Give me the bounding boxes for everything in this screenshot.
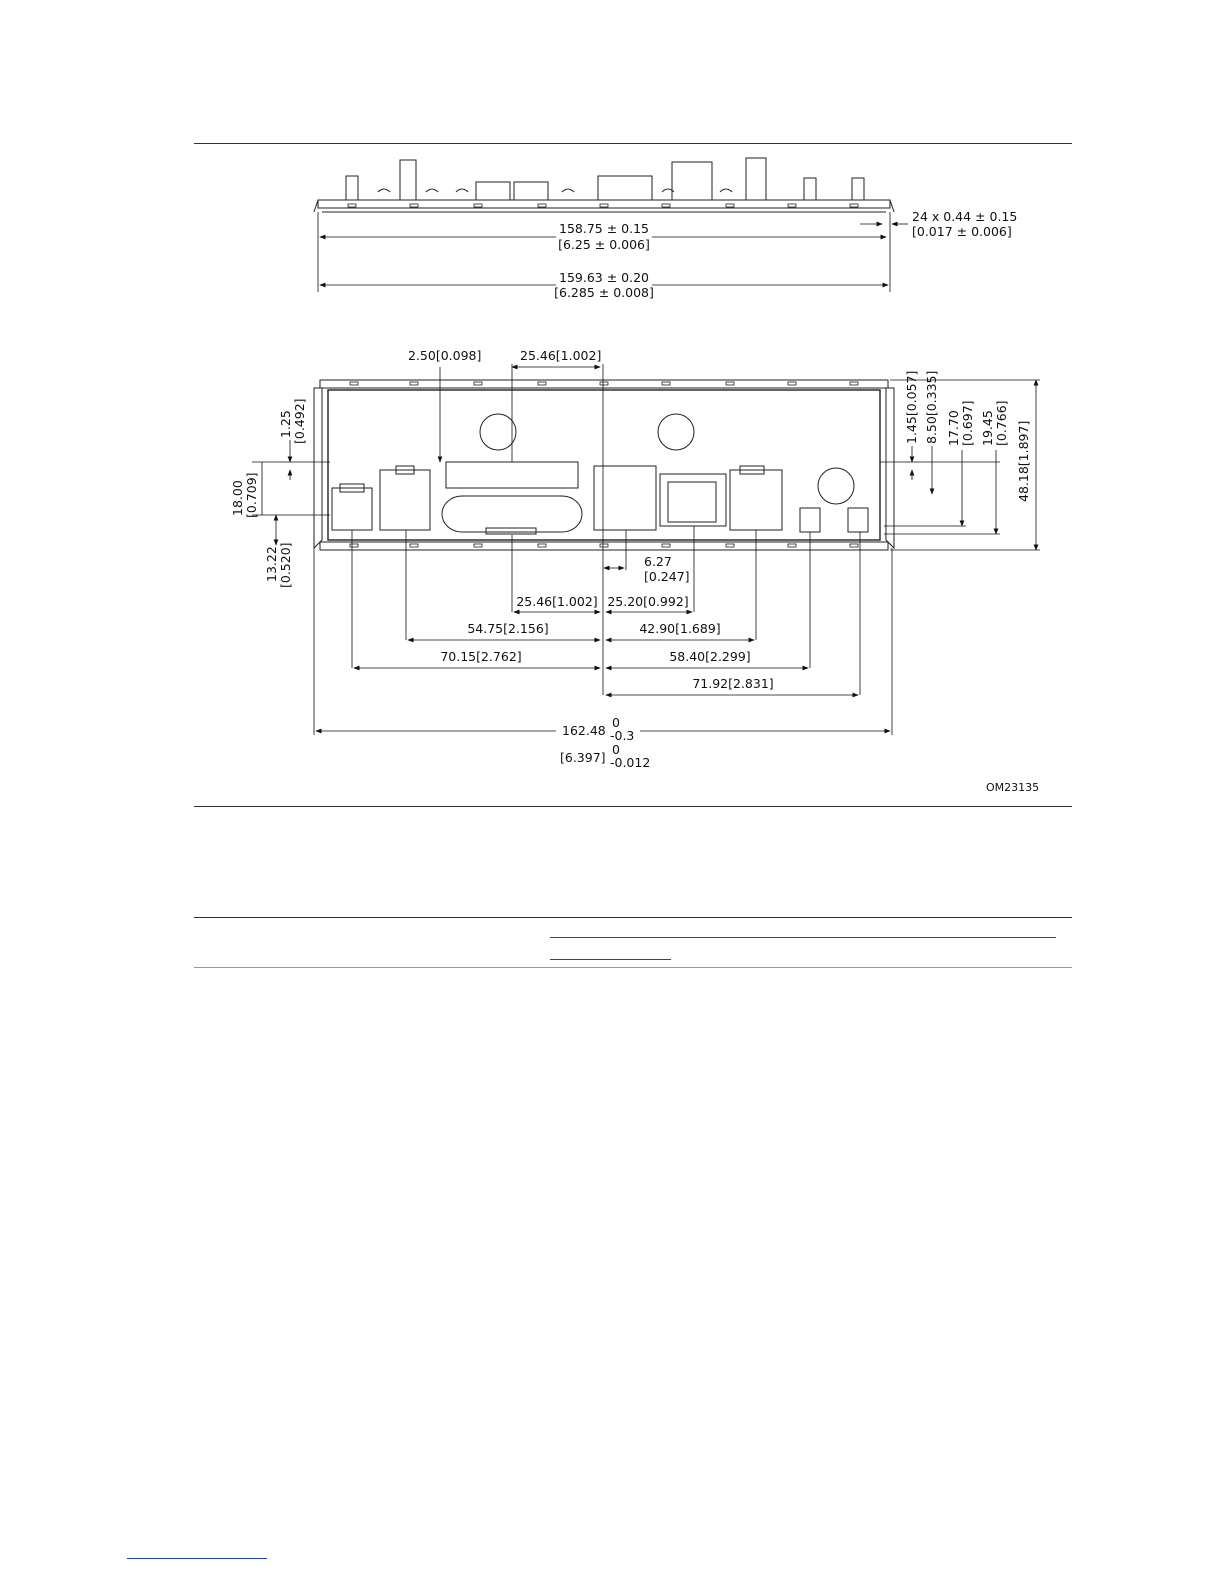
dim-70-15: 70.15[2.762] [440, 649, 522, 664]
cutout-usb-stack-3 [730, 470, 782, 530]
dim-6-27-inch: [0.247] [644, 569, 690, 584]
dim-overall-inch: [6.397] [560, 750, 606, 765]
front-hole-right [818, 468, 854, 504]
dim-48-18: 48.18[1.897] [1016, 420, 1031, 502]
cutout-serial [442, 496, 582, 532]
dim-top-25-46: 25.46[1.002] [520, 348, 602, 363]
front-left-bend [314, 388, 322, 548]
dim-1-25: 1.25 [278, 410, 293, 438]
dim-thickness: 24 x 0.44 ± 0.15 [912, 209, 1018, 224]
dim-overall-mm-upper: 0 [612, 715, 620, 730]
dim-42-90: 42.90[1.689] [639, 621, 721, 636]
dim-18-00: 18.00 [230, 480, 245, 516]
dim-17-70-inch: [0.697] [960, 400, 975, 446]
dim-19-45-inch: [0.766] [994, 400, 1009, 446]
dim-overall-mm-lower: -0.3 [610, 728, 635, 743]
top-plate-right-bend [890, 200, 894, 212]
front-hole-middle [658, 414, 694, 450]
dim-1-25-inch: [0.492] [292, 398, 307, 444]
front-view [314, 380, 894, 550]
dim-71-92: 71.92[2.831] [692, 676, 774, 691]
front-top-flange [320, 380, 888, 388]
dim-2-50: 2.50[0.098] [408, 348, 482, 363]
dim-inner-width: 158.75 ± 0.15 [559, 221, 649, 236]
dim-25-46-bottom: 25.46[1.002] [516, 594, 598, 609]
dim-54-75: 54.75[2.156] [467, 621, 549, 636]
dim-overall-mm: 162.48 [562, 723, 606, 738]
dim-13-22: 13.22 [264, 546, 279, 582]
dim-outer-width: 159.63 ± 0.20 [559, 270, 649, 285]
front-right-bend [886, 388, 894, 548]
dim-18-00-inch: [0.709] [244, 472, 259, 518]
dim-8-50: 8.50[0.335] [924, 370, 939, 444]
dim-overall-inch-upper: 0 [612, 742, 620, 757]
front-bottom-flange [320, 542, 888, 550]
dim-19-45: 19.45 [980, 410, 995, 446]
cutout-audio-2 [848, 508, 868, 532]
front-view-dimension-text [230, 348, 1039, 794]
dim-25-20: 25.20[0.992] [607, 594, 689, 609]
cutout-parallel [446, 462, 578, 488]
top-plate-left-bend [314, 200, 318, 212]
top-connectors [346, 158, 864, 200]
front-panel [328, 390, 880, 540]
top-view [314, 158, 894, 212]
dim-6-27: 6.27 [644, 554, 672, 569]
top-plate-slots [348, 204, 858, 207]
drawing-id: OM23135 [986, 781, 1040, 794]
dim-outer-width-inch: [6.285 ± 0.008] [554, 285, 654, 300]
front-hole-left [480, 414, 516, 450]
dim-13-22-inch: [0.520] [278, 542, 293, 588]
dim-inner-width-inch: [6.25 ± 0.006] [558, 237, 650, 252]
top-view-dimension-text [554, 209, 1017, 300]
dim-17-70: 17.70 [946, 410, 961, 446]
cutout-usb-stack-1 [380, 470, 430, 530]
dim-thickness-inch: [0.017 ± 0.006] [912, 224, 1012, 239]
cutout-audio-1 [800, 508, 820, 532]
cutout-ps2 [332, 488, 372, 530]
dim-1-45: 1.45[0.057] [904, 370, 919, 444]
dim-overall-inch-lower: -0.012 [610, 755, 651, 770]
dim-58-40: 58.40[2.299] [669, 649, 751, 664]
